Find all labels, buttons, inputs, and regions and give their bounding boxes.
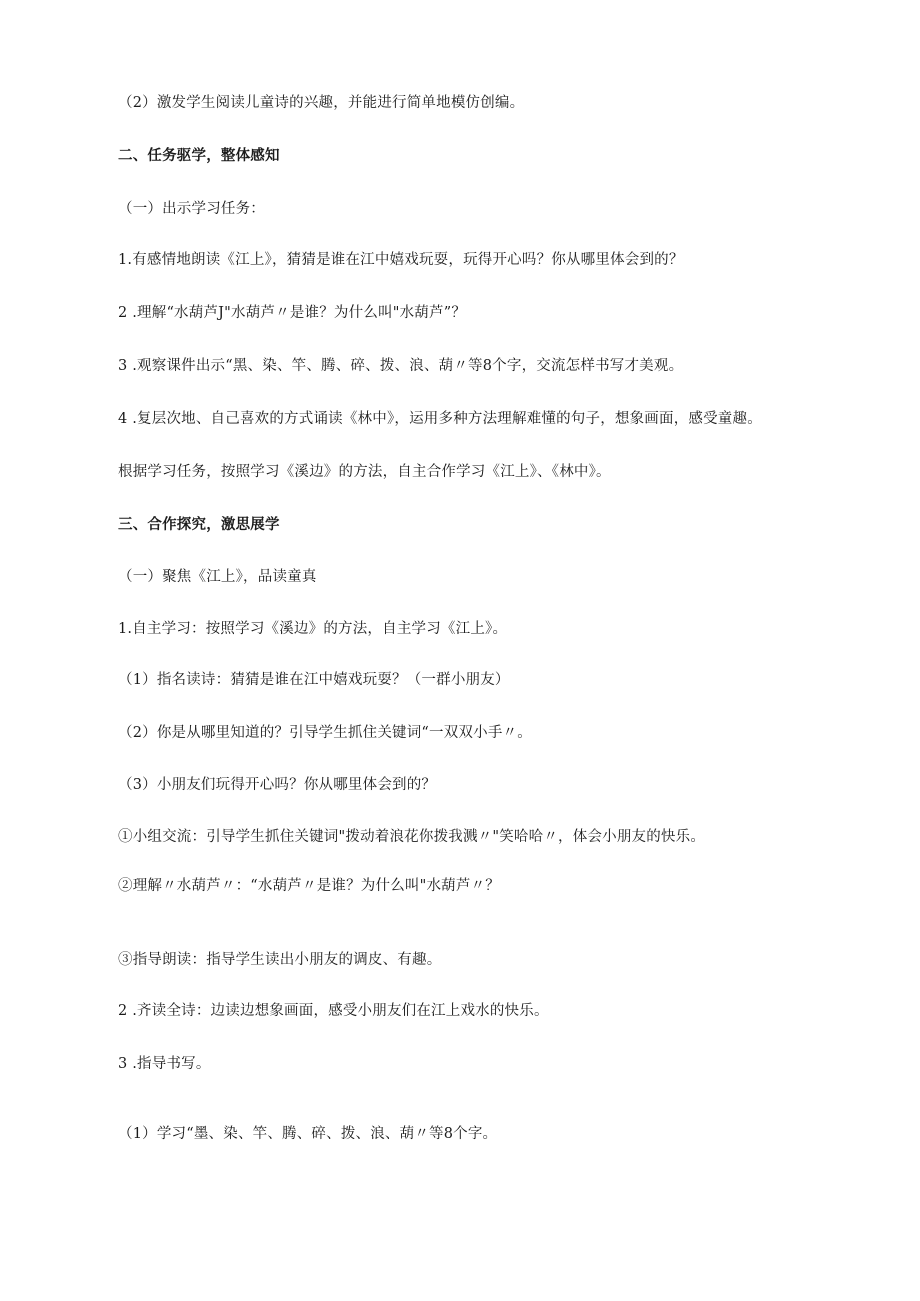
step-1-read: （1）指名读诗：猜猜是谁在江中嬉戏玩耍？（一群小朋友） bbox=[118, 672, 510, 688]
objective-2: （2）激发学生阅读儿童诗的兴趣，并能进行简单地模仿创编。 bbox=[118, 95, 525, 111]
self-study: 1.自主学习：按照学习《溪边》的方法，自主学习《江上》。 bbox=[118, 621, 508, 637]
section-3-heading: 三、合作探究，激思展学 bbox=[118, 517, 280, 533]
item-2-recite: 2 .齐读全诗：边读边想象画面，感受小朋友们在江上戏水的快乐。 bbox=[118, 1003, 549, 1019]
step-2-keyword: （2）你是从哪里知道的？引导学生抓住关键词“一双双小手〃。 bbox=[118, 725, 532, 741]
task-3: 3 .观察课件出示“黑、染、竿、腾、碎、拨、浪、葫〃等8个字，交流怎样书写才美观。 bbox=[118, 358, 684, 374]
point-1-discuss: ①小组交流：引导学生抓住关键词"拨动着浪花你拨我溅〃"笑哈哈〃，体会小朋友的快乐。 bbox=[118, 829, 706, 845]
writing-step-1: （1）学习“墨、染、竿、腾、碎、拨、浪、葫〃等8个字。 bbox=[118, 1126, 498, 1142]
item-3-writing: 3 .指导书写。 bbox=[118, 1056, 211, 1072]
task-4: 4 .复层次地、自己喜欢的方式诵读《林中》，运用多种方法理解难懂的句子，想象画面，感受童趣。 bbox=[118, 411, 762, 427]
subsection-tasks: （一）出示学习任务： bbox=[118, 201, 265, 217]
point-3-reading: ③指导朗读：指导学生读出小朋友的调皮、有趣。 bbox=[118, 952, 442, 968]
task-2: 2 .理解“水葫芦J"水葫芦〃是谁？为什么叫"水葫芦”？ bbox=[118, 305, 467, 321]
subsection-jiangshang: （一）聚焦《江上》，品读童真 bbox=[118, 569, 317, 585]
task-1: 1.有感情地朗读《江上》，猜猜是谁在江中嬉戏玩耍，玩得开心吗？你从哪里体会到的？ bbox=[118, 252, 684, 268]
step-3-question: （3）小朋友们玩得开心吗？你从哪里体会到的？ bbox=[118, 777, 437, 793]
task-summary: 根据学习任务，按照学习《溪边》的方法，自主合作学习《江上》、《林中》。 bbox=[118, 464, 611, 480]
point-2-understand: ②理解〃水葫芦〃：“水葫芦〃是谁？为什么叫"水葫芦〃？ bbox=[118, 878, 500, 894]
section-2-heading: 二、任务驱学，整体感知 bbox=[118, 148, 280, 164]
